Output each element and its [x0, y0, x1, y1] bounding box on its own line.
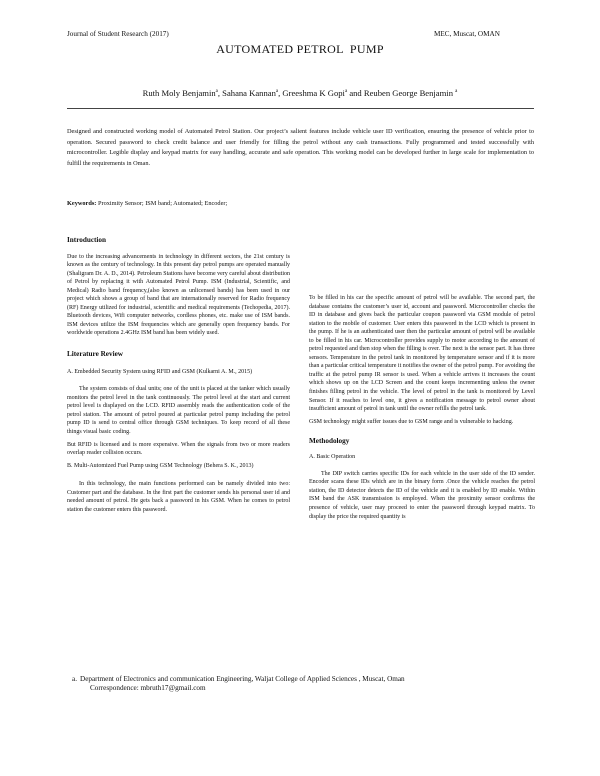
abstract: Designed and constructed working model of Automated Petrol Station. Our project’s salient features include vehicle user ID verification, ensuring the presence of vehicle prior to operation. Secured password to check credit balance and user friendly for filling the petrol without any cash transactions. Fully programmed and tested successfully with microcontroller. Legible display and keypad matrix for easy handling, accurate and safe operation. This working model can be developed further in large scale for implementation to fulfill the requirements in Oman. — [67, 128, 534, 167]
author-affiliation-mark: a — [215, 89, 218, 95]
section-heading-literature-review: Literature Review — [67, 350, 123, 359]
introduction-paragraph: Due to the increasing advancements in technology in different sectors, the 21st century is known as the century of technology. In this present day petrol pumps are operated manually (Shaligram Dr. A. D., 2014). Petroleum Stations have become very careful about distribution of Petrol by replacing it with Automated Petrol Pump. ISM (Industrial, Scientific, and Medical) Radio band frequency,(also known as unlicensed bands) has been used in our project which shows a group of band that are internationally reserved for Radio frequency (RF) Energy utilized for industrial, scientific and medical requirements (Techopedia, 2017). Bluetooth devices, Wifi computer networks, cordless phones, etc. make use of ISM bands. ISM devices utilize the ISM frequencies which are generally open frequency bands. For worldwide operations 2.4GHz ISM band has been widely used. — [67, 253, 290, 337]
literature-b-paragraph-1: In this technology, the main functions performed can be namely divided into two: Customer part and the database. In the first part the customer sends his personal user id and needed amount of petrol. He gets back a password in his GSM. When he comes to petrol station the customer enters this password. — [67, 481, 290, 513]
paper-title: AUTOMATED PETROL PUMP — [216, 42, 384, 56]
literature-a-limitations: But RFID is licensed and is more expensive. When the signals from two or more readers overlap reader collision occurs. — [67, 441, 290, 457]
footnote — [72, 675, 405, 694]
author-affiliation-mark: a — [455, 89, 458, 95]
author-name: Reuben George Benjamin — [363, 88, 453, 98]
author-name: Greeshma K Gopi — [282, 88, 345, 98]
keywords — [67, 200, 534, 207]
journal-location: MEC, Muscat, OMAN — [434, 30, 500, 38]
methodology-paragraph: The DIP switch carries specific IDs for each vehicle in the user side of the ID sender. Encoder scans these IDs which are in the binary form .Once the vehicle reaches the petrol station, the ID detector detects the ID of the vehicle and it is enabled by ID enable. Within ISM band the ASK transmission is employed. When the proximity sensor confirms the presence of vehicle, user may proceed to enter the password through keypad matrix. To display the price the required quantity is — [309, 470, 535, 520]
subsection-title-basic-operation: A. Basic Operation — [309, 454, 356, 461]
keywords-text: Proximity Sensor; ISM band; Automated; Encoder; — [96, 200, 228, 207]
subsection-title-b: B. Multi-Automized Fuel Pump using GSM Technology (Behera S. K., 2013) — [67, 463, 254, 470]
section-heading-introduction: Introduction — [67, 236, 107, 244]
title-divider — [67, 108, 534, 109]
right-column — [309, 294, 535, 526]
footnote-marker: a. — [72, 675, 77, 683]
author-affiliation-mark: a — [275, 89, 279, 95]
author-list: Ruth Moly Benjamin$^a$, Sahana Kannan$^a$, Greeshma K Gopi$^a$ and Reuben George Benjamin $^a$ — [142, 88, 458, 98]
keywords-label: Keywords: — [67, 200, 97, 207]
literature-b-paragraph-3: GSM technology might suffer issues due to GSM range and is vulnerable to hacking. — [309, 419, 514, 426]
literature-a-paragraph: The system consists of dual units; one of the unit is placed at the tanker which usually monitors the petrol level in the tank continuously. The petrol level at the start and current petrol level is displayed on the LCD. RFID assembly reads the authentication code of the petrol station. The amount of petrol poured at particular petrol pump including the petrol pump ID is send to central office through GSM techniques. To keep record of all these things visual basic coding. — [67, 386, 290, 435]
author-name: Ruth Moly Benjamin — [142, 88, 216, 98]
journal-name: Journal of Student Research (2017) — [67, 30, 169, 38]
author-name: Sahana Kannan — [222, 88, 276, 98]
footnote-correspondence: Correspondence: mbruth17@gmail.com — [90, 684, 206, 693]
literature-b-paragraph-2: To be filled in his car the specific amount of petrol will be available. The second part, the database contains the customer’s user id, account and password. Microcontroller checks the ID in database and gives back the particular coupon password via GSM module of petrol station to the mobile of customer. User enters this password in the LCD which is present in the pump. If he is an authenticated user then the particular amount of petrol will be available to be filled in his car. Microcontroller provides supply to motor according to the amount of petrol requested and then stop when the filling is over. The next is the sensor part. It has three sensors. Temperature in the petrol tank in monitored by temperature sensor and if it is more than a particular critical temperature it notifies the owner of the petrol pump. For avoiding the traffic at the petrol pump IR sensor is used. When a vehicle arrives it increases the count which shows up on the LCD Screen and the count keeps incrementing unless the owner finishes filling petrol in the vehicle. The level of petrol in the tank is monitored by Level Sensor. If it reaches to level one, it gives a notification message to petrol owner about insufficient amount of petrol in tank until the owner refills the petrol tank. — [309, 295, 535, 413]
footnote-affiliation: Department of Electronics and communication Engineering, Waljat College of Applied Sciences , Muscat, Oman — [80, 675, 405, 683]
section-heading-methodology: Methodology — [309, 436, 350, 445]
subsection-title-a: A. Embedded Security System using RFID and GSM (Kulkarni A. M., 2015) — [67, 368, 253, 375]
author-affiliation-mark: a — [344, 89, 348, 95]
left-column — [67, 236, 290, 519]
